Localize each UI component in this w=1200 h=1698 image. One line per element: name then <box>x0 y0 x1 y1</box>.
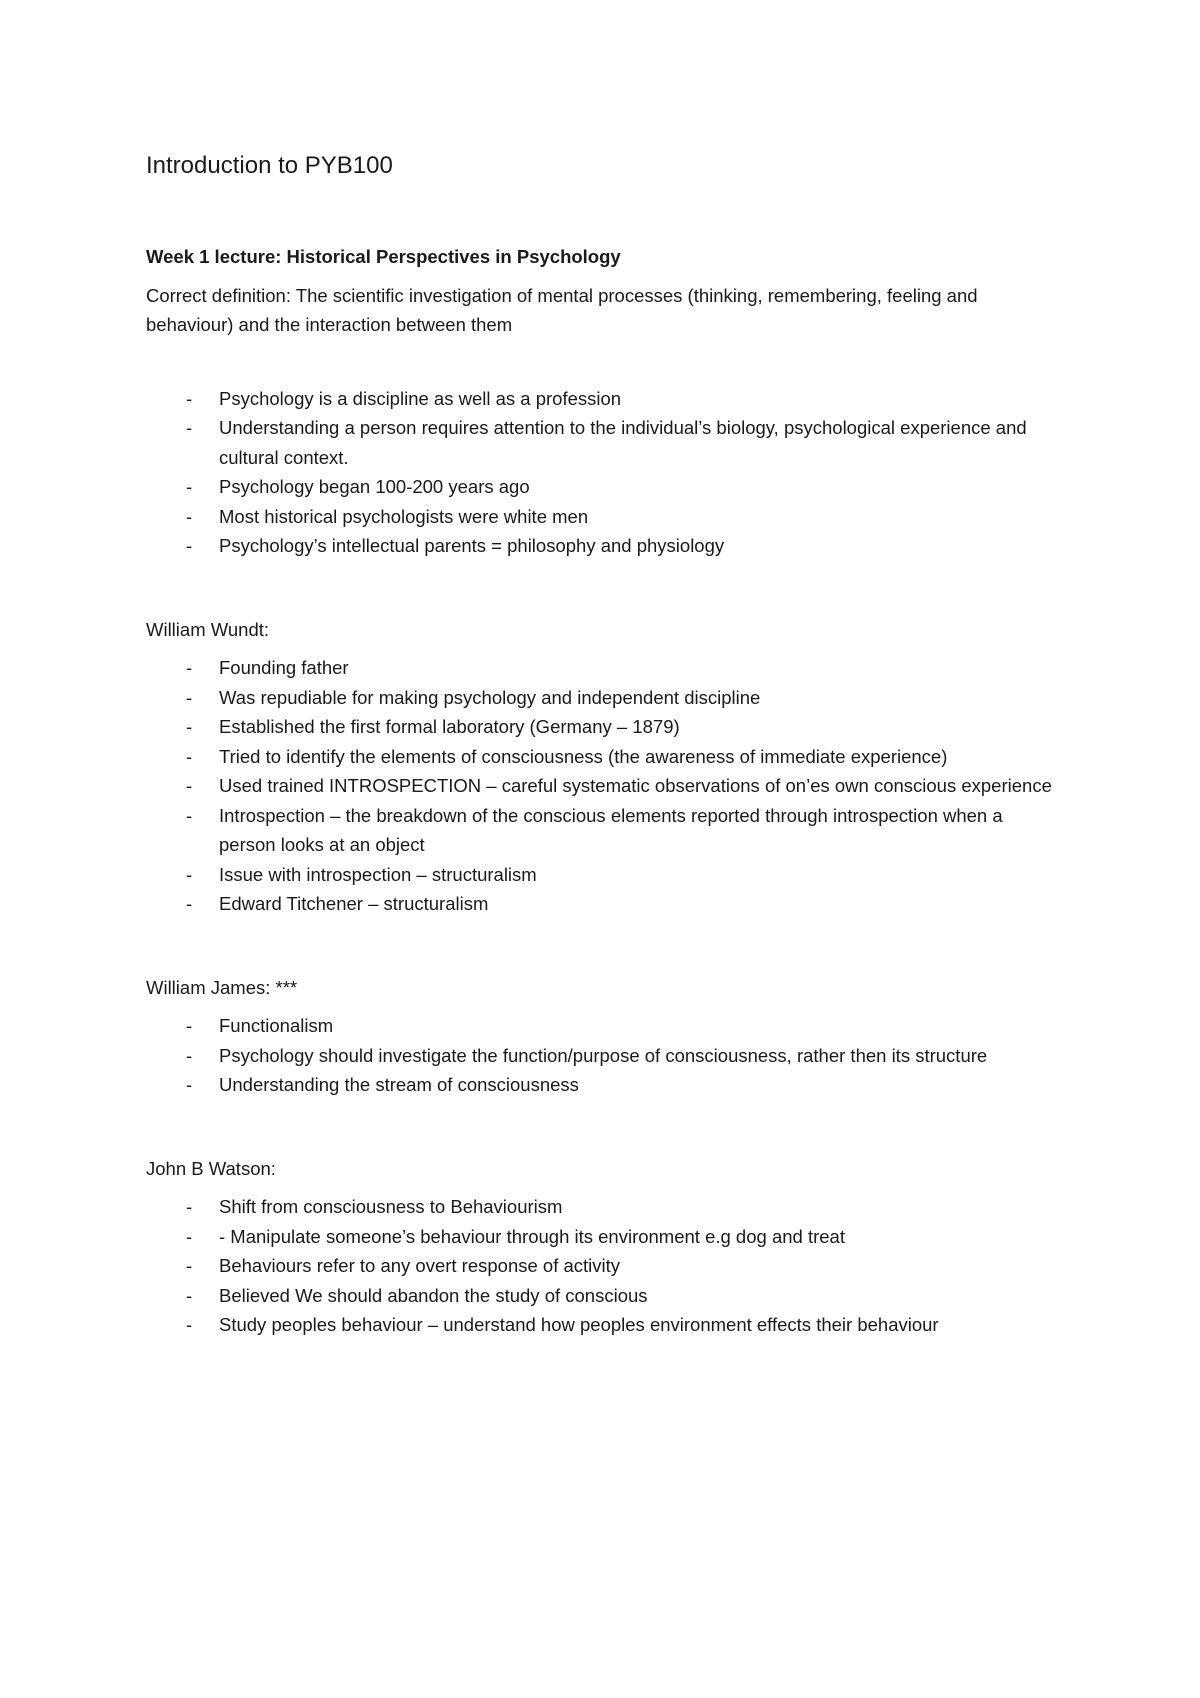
list-item: - Functionalism <box>146 1011 1056 1041</box>
section-heading-james: William James: *** <box>146 976 298 998</box>
list-item: - Psychology should investigate the function/purpose of consciousness, rather then its structure <box>146 1041 1056 1071</box>
list-item: - Psychology’s intellectual parents = philosophy and physiology <box>146 531 1056 561</box>
list-item: - Introspection – the breakdown of the conscious elements reported through introspection when a person looks at an object <box>146 801 1056 860</box>
list-item: - Founding father <box>146 653 1056 683</box>
list-item: - Issue with introspection – structuralism <box>146 860 1056 890</box>
list-item: - Tried to identify the elements of consciousness (the awareness of immediate experience) <box>146 742 1056 772</box>
wundt-bullet-list <box>146 653 1056 919</box>
list-item: - Psychology is a discipline as well as a profession <box>146 384 1056 414</box>
section-heading-watson: John B Watson: <box>146 1157 276 1179</box>
list-item: - - Manipulate someone’s behaviour through its environment e.g dog and treat <box>146 1222 1056 1252</box>
document-title: Introduction to PYB100 <box>146 152 393 179</box>
list-item: - Understanding a person requires attention to the individual’s biology, psychological experience and cultural context. <box>146 413 1056 472</box>
intro-bullet-list <box>146 384 1056 561</box>
list-item: - Was repudiable for making psychology and independent discipline <box>146 683 1056 713</box>
james-bullet-list <box>146 1011 1056 1100</box>
definition-paragraph: Correct definition: The scientific investigation of mental processes (thinking, remembering, feeling and behaviour) and the interaction between them <box>146 284 978 335</box>
document-page <box>146 150 1056 1394</box>
list-item: - Behaviours refer to any overt response of activity <box>146 1251 1056 1281</box>
lecture-heading: Week 1 lecture: Historical Perspectives in Psychology <box>146 246 621 267</box>
list-item: - Believed We should abandon the study of conscious <box>146 1281 1056 1311</box>
list-item: - Understanding the stream of consciousness <box>146 1070 1056 1100</box>
list-item: - Edward Titchener – structuralism <box>146 889 1056 919</box>
watson-bullet-list <box>146 1192 1056 1340</box>
list-item: - Shift from consciousness to Behaviourism <box>146 1192 1056 1222</box>
list-item: - Psychology began 100-200 years ago <box>146 472 1056 502</box>
section-heading-wundt: William Wundt: <box>146 618 270 640</box>
list-item: - Most historical psychologists were white men <box>146 502 1056 532</box>
list-item: - Established the first formal laboratory (Germany – 1879) <box>146 712 1056 742</box>
list-item: - Study peoples behaviour – understand how peoples environment effects their behaviour <box>146 1310 1056 1340</box>
list-item: - Used trained INTROSPECTION – careful systematic observations of on’es own conscious experience <box>146 771 1056 801</box>
